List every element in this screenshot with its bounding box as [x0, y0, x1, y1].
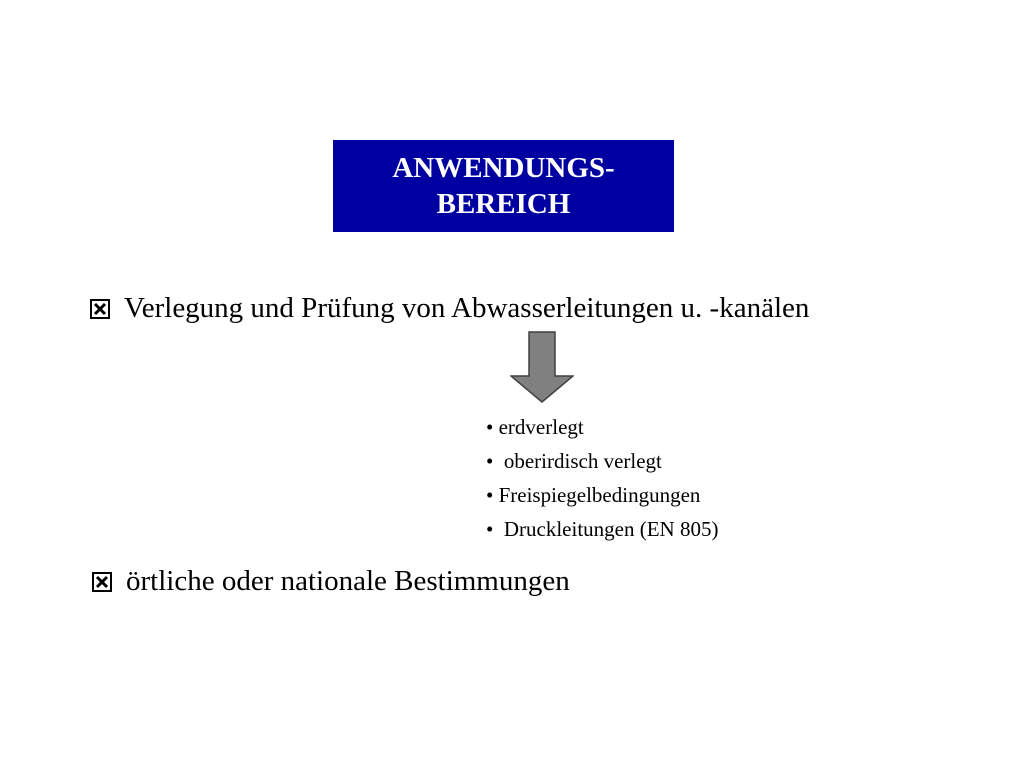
- main-item-1: [90, 292, 809, 325]
- checkbox-x-icon: [90, 299, 110, 319]
- sub-item: • oberirdisch verlegt: [486, 449, 662, 473]
- main-item-2-text: örtliche oder nationale Bestimmungen: [126, 565, 570, 597]
- sub-item: • Druckleitungen (EN 805): [486, 517, 719, 541]
- down-arrow-icon: [510, 331, 574, 403]
- main-item-2: [92, 565, 570, 598]
- checkbox-x-icon: [92, 572, 112, 592]
- sub-item: • Freispiegelbedingungen: [486, 483, 701, 507]
- sub-item: • erdverlegt: [486, 415, 584, 439]
- main-item-1-text: Verlegung und Prüfung von Abwasserleitungen u. -kanälen: [124, 292, 810, 324]
- sub-item-list: [486, 410, 718, 546]
- title-line-1: ANWENDUNGS-: [392, 152, 615, 184]
- title-line-2: BEREICH: [436, 188, 571, 220]
- title-box: [333, 140, 674, 232]
